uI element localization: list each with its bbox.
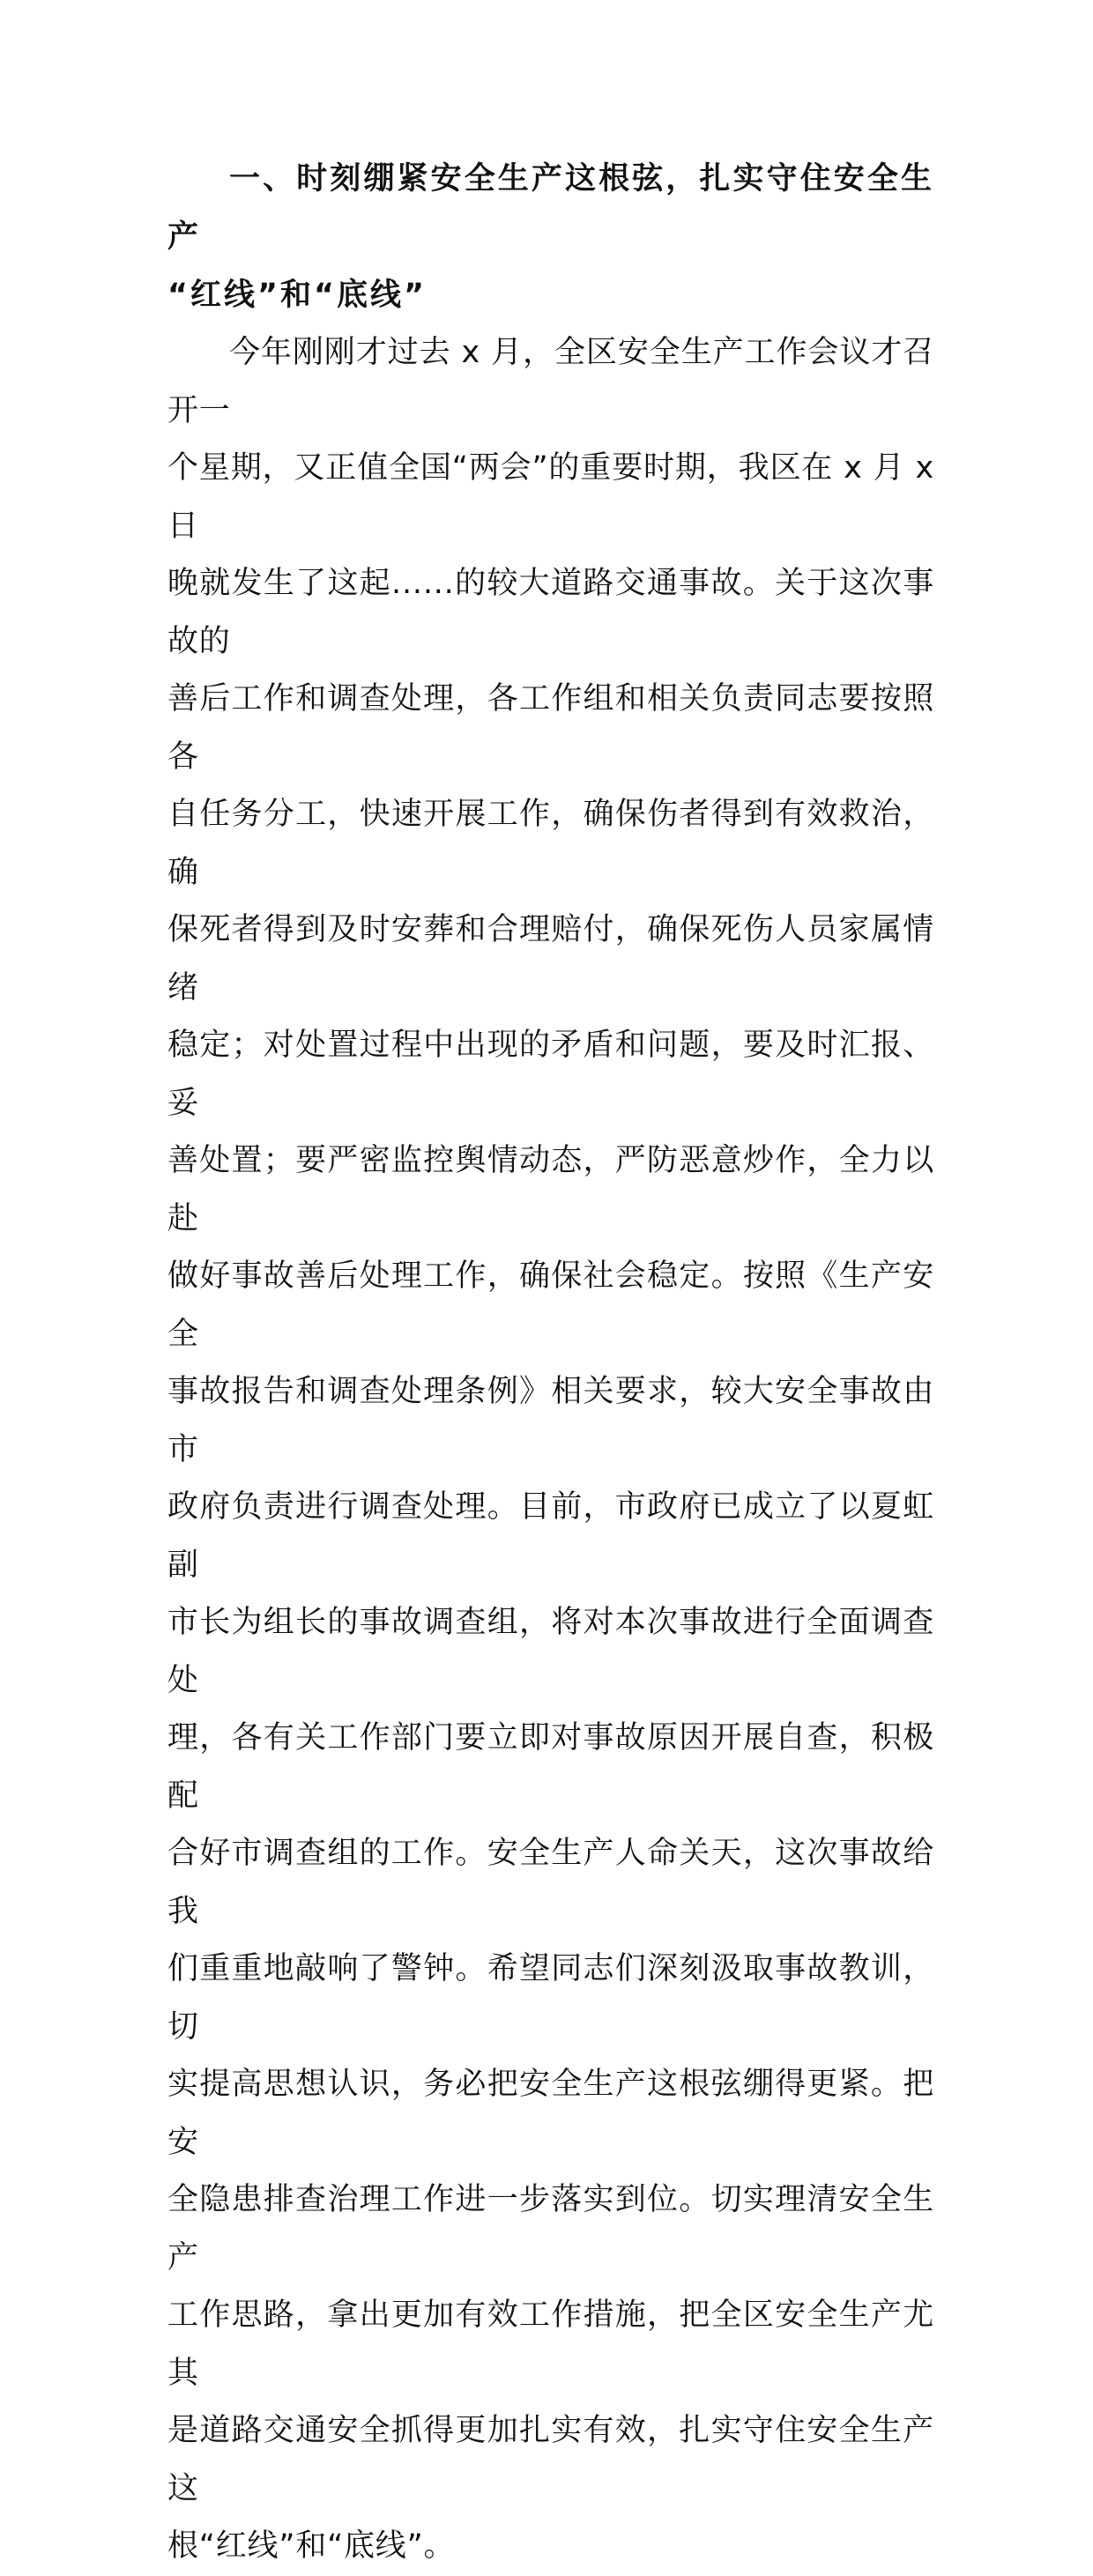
paragraph-line: 善后工作和调查处理，各工作组和相关负责同志要按照各 — [167, 681, 934, 775]
paragraph-line: 们重重地敲响了警钟。希望同志们深刻汲取事故教训，切 — [167, 1951, 934, 2045]
paragraph-line: 事故报告和调查处理条例》相关要求，较大安全事故由市 — [167, 1374, 934, 1467]
paragraph-line: 自任务分工，快速开展工作，确保伤者得到有效救治，确 — [167, 797, 934, 890]
body-paragraph — [167, 324, 934, 2576]
paragraph-line: 全隐患排查治理工作进一步落实到位。切实理清安全生产 — [167, 2182, 934, 2275]
paragraph-line: 根“红线”和“底线”。 — [167, 2528, 456, 2564]
paragraph-line: 今年刚刚才过去 x 月，全区安全生产工作会议才召开一 — [167, 335, 934, 428]
paragraph-line: 晚就发生了这起......的较大道路交通事故。关于这次事故的 — [167, 566, 934, 659]
paragraph-line: 善处置；要严密监控舆情动态，严防恶意炒作，全力以赴 — [167, 1143, 934, 1236]
paragraph-line: 合好市调查组的工作。安全生产人命关天，这次事故给我 — [167, 1836, 934, 1929]
paragraph-line: 个星期，又正值全国“两会”的重要时期，我区在 x 月 x 日 — [167, 450, 934, 544]
section-heading-line: 一、时刻绷紧安全生产这根弦，扎实守住安全生产 — [167, 161, 934, 255]
document-content — [167, 150, 934, 2576]
paragraph-line: 是道路交通安全抓得更加扎实有效，扎实守住安全生产这 — [167, 2413, 934, 2506]
paragraph-line: 政府负责进行调查处理。目前，市政府已成立了以夏虹副 — [167, 1489, 934, 1583]
paragraph-line: 市长为组长的事故调查组，将对本次事故进行全面调查处 — [167, 1605, 934, 1698]
paragraph-line: 理，各有关工作部门要立即对事故原因开展自查，积极配 — [167, 1720, 934, 1814]
paragraph-line: 工作思路，拿出更加有效工作措施，把全区安全生产尤其 — [167, 2298, 934, 2391]
paragraph-line: 稳定；对处置过程中出现的矛盾和问题，要及时汇报、妥 — [167, 1028, 934, 1121]
section-heading-line: “红线”和“底线” — [167, 278, 428, 313]
paragraph-line: 做好事故善后处理工作，确保社会稳定。按照《生产安全 — [167, 1258, 934, 1352]
paragraph-line: 保死者得到及时安葬和合理赔付，确保死伤人员家属情绪 — [167, 912, 934, 1006]
section-heading — [167, 150, 934, 324]
paragraph-line: 实提高思想认识，务必把安全生产这根弦绷得更紧。把安 — [167, 2067, 934, 2160]
